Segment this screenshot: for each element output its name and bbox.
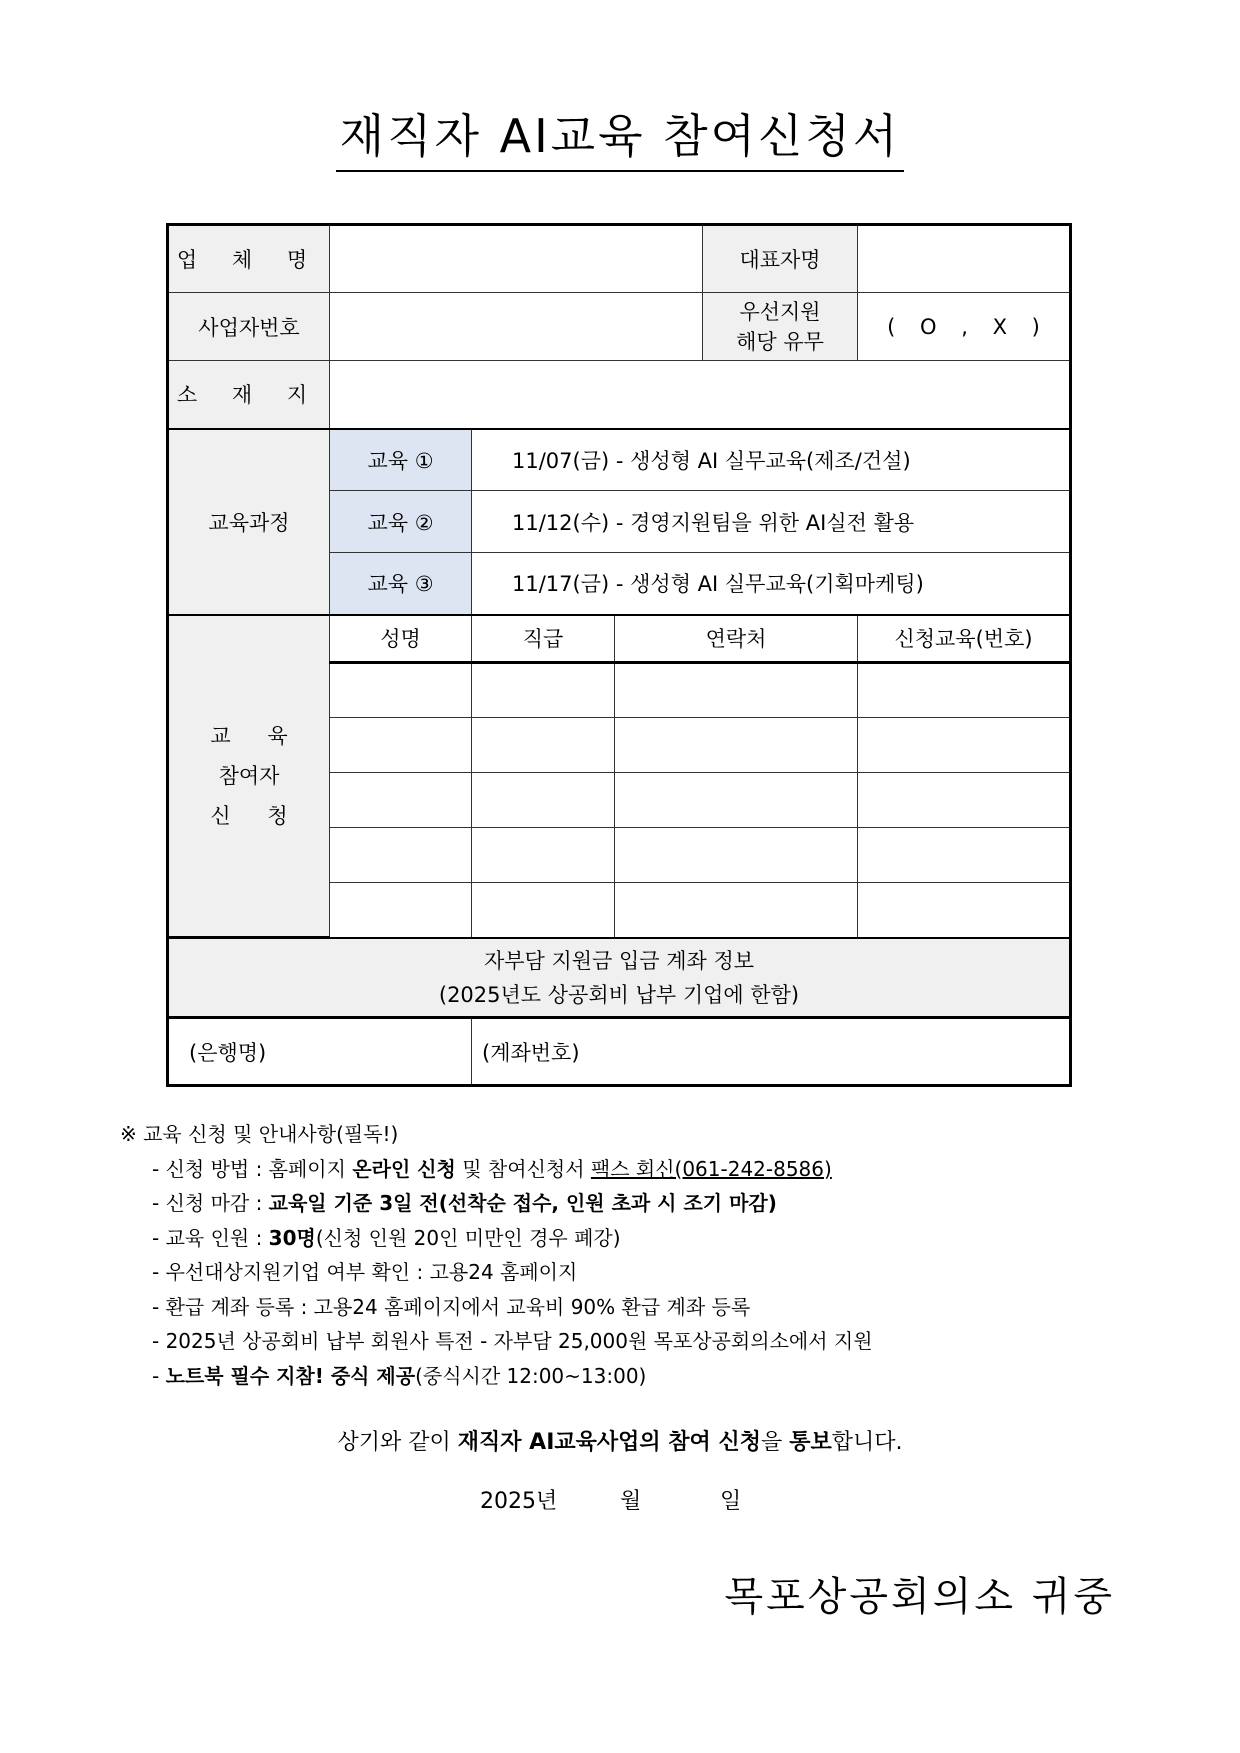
- participant-position-field[interactable]: [472, 828, 615, 883]
- fax-reply-text: 팩스 회신(061-242-8586): [590, 1156, 832, 1181]
- note-bold-text: 30명: [268, 1225, 316, 1250]
- note-text: - 환급 계좌 등록 : 고용24 홈페이지에서 교육비 90% 환급 계좌 등록: [152, 1294, 751, 1319]
- priority-support-label-line2: 해당 유무: [736, 329, 824, 354]
- participant-position-field[interactable]: [472, 883, 615, 938]
- participant-column-contact: 연락처: [615, 615, 858, 663]
- participant-position-field[interactable]: [472, 718, 615, 773]
- note-text: -: [152, 1363, 166, 1388]
- note-item: [120, 1186, 873, 1221]
- application-form: [166, 223, 1072, 1087]
- ceo-name-label: 대표자명: [703, 225, 858, 293]
- participants-label: [168, 615, 330, 938]
- participants-label-line3: 신 청: [210, 803, 288, 828]
- participant-contact-field[interactable]: [615, 828, 858, 883]
- closing-bold-text: 재직자 AI교육사업의 참여 신청: [457, 1430, 761, 1455]
- participant-contact-field[interactable]: [615, 773, 858, 828]
- participants-label-line1: 교 육: [210, 723, 288, 748]
- participant-name-field[interactable]: [330, 718, 472, 773]
- participant-course-field[interactable]: [858, 828, 1071, 883]
- participant-contact-field[interactable]: [615, 718, 858, 773]
- courses-label: 교육과정: [168, 429, 330, 615]
- course-2-number: 교육 ②: [330, 491, 472, 553]
- priority-support-label: [703, 293, 858, 361]
- course-1-number: 교육 ①: [330, 429, 472, 491]
- bank-name-field[interactable]: (은행명): [168, 1018, 472, 1086]
- account-info-subtitle: (2025년도 상공회비 납부 기업에 한함): [438, 982, 800, 1007]
- application-notes: [120, 1117, 873, 1393]
- document-title: 재직자 AI교육 참여신청서: [0, 100, 1240, 172]
- recipient: 목포상공회의소 귀중: [724, 1574, 1115, 1620]
- note-text: - 신청 마감 :: [152, 1191, 269, 1215]
- participant-course-field[interactable]: [858, 718, 1071, 773]
- business-number-field[interactable]: [330, 293, 703, 361]
- closing-text: 합니다.: [831, 1430, 903, 1455]
- note-bold-text: 교육일 기준 3일 전(선착순 접수, 인원 초과 시 조기 마감): [268, 1191, 777, 1215]
- date-month: 월: [620, 1489, 642, 1514]
- closing-text: 상기와 같이: [337, 1430, 458, 1455]
- priority-support-label-line1: 우선지원: [739, 299, 821, 324]
- participant-name-field[interactable]: [330, 883, 472, 938]
- note-item: [120, 1255, 873, 1290]
- date-day: 일: [720, 1489, 742, 1514]
- note-text: - 2025년 상공회비 납부 회원사 특전 - 자부담 25,000원 목포상공회의소에서 지원: [152, 1329, 873, 1353]
- account-info-title: 자부담 지원금 입금 계좌 정보: [483, 948, 755, 973]
- note-item: [120, 1221, 873, 1256]
- note-item: [120, 1152, 873, 1187]
- notes-heading: ※ 교육 신청 및 안내사항(필독!): [120, 1122, 399, 1146]
- note-item: [120, 1324, 873, 1359]
- closing-statement: [0, 1425, 1240, 1456]
- note-bold-text: 노트북 필수 지참! 중식 제공: [165, 1363, 416, 1388]
- date-line: [480, 1484, 741, 1515]
- note-text: (신청 인원 20인 미만인 경우 폐강): [315, 1225, 621, 1250]
- note-text: 및 참여신청서: [455, 1156, 591, 1181]
- participants-label-line2: 참여자: [218, 763, 280, 788]
- course-2-description: 11/12(수) - 경영지원팀을 위한 AI실전 활용: [472, 491, 1071, 553]
- note-bold-text: 온라인 신청: [352, 1156, 456, 1181]
- business-number-label: 사업자번호: [168, 293, 330, 361]
- priority-support-field[interactable]: ( O , X ): [858, 293, 1071, 361]
- company-name-label: 업 체 명: [168, 225, 330, 293]
- participant-name-field[interactable]: [330, 828, 472, 883]
- note-text: - 신청 방법 : 홈페이지: [152, 1156, 353, 1181]
- course-3-description: 11/17(금) - 생성형 AI 실무교육(기획마케팅): [472, 553, 1071, 615]
- participant-course-field[interactable]: [858, 663, 1071, 718]
- address-field[interactable]: [330, 361, 1071, 429]
- note-item: [120, 1290, 873, 1325]
- company-name-field[interactable]: [330, 225, 703, 293]
- note-text: - 우선대상지원기업 여부 확인 : 고용24 홈페이지: [152, 1260, 578, 1284]
- note-text: - 교육 인원 :: [152, 1225, 269, 1250]
- account-number-field[interactable]: (계좌번호): [472, 1018, 1071, 1086]
- participant-column-name: 성명: [330, 615, 472, 663]
- participant-name-field[interactable]: [330, 773, 472, 828]
- closing-text: 을: [760, 1430, 790, 1455]
- participant-course-field[interactable]: [858, 883, 1071, 938]
- participant-position-field[interactable]: [472, 773, 615, 828]
- closing-bold-text: 통보: [789, 1430, 832, 1455]
- participant-course-field[interactable]: [858, 773, 1071, 828]
- participant-position-field[interactable]: [472, 663, 615, 718]
- participant-contact-field[interactable]: [615, 663, 858, 718]
- note-text: (중식시간 12:00~13:00): [415, 1363, 647, 1388]
- course-1-description: 11/07(금) - 생성형 AI 실무교육(제조/건설): [472, 429, 1071, 491]
- participant-column-course: 신청교육(번호): [858, 615, 1071, 663]
- note-item: [120, 1359, 873, 1394]
- date-year: 2025년: [480, 1489, 558, 1514]
- ceo-name-field[interactable]: [858, 225, 1071, 293]
- account-info-header: [168, 938, 1071, 1018]
- participant-contact-field[interactable]: [615, 883, 858, 938]
- course-3-number: 교육 ③: [330, 553, 472, 615]
- participant-column-position: 직급: [472, 615, 615, 663]
- address-label: 소 재 지: [168, 361, 330, 429]
- participant-name-field[interactable]: [330, 663, 472, 718]
